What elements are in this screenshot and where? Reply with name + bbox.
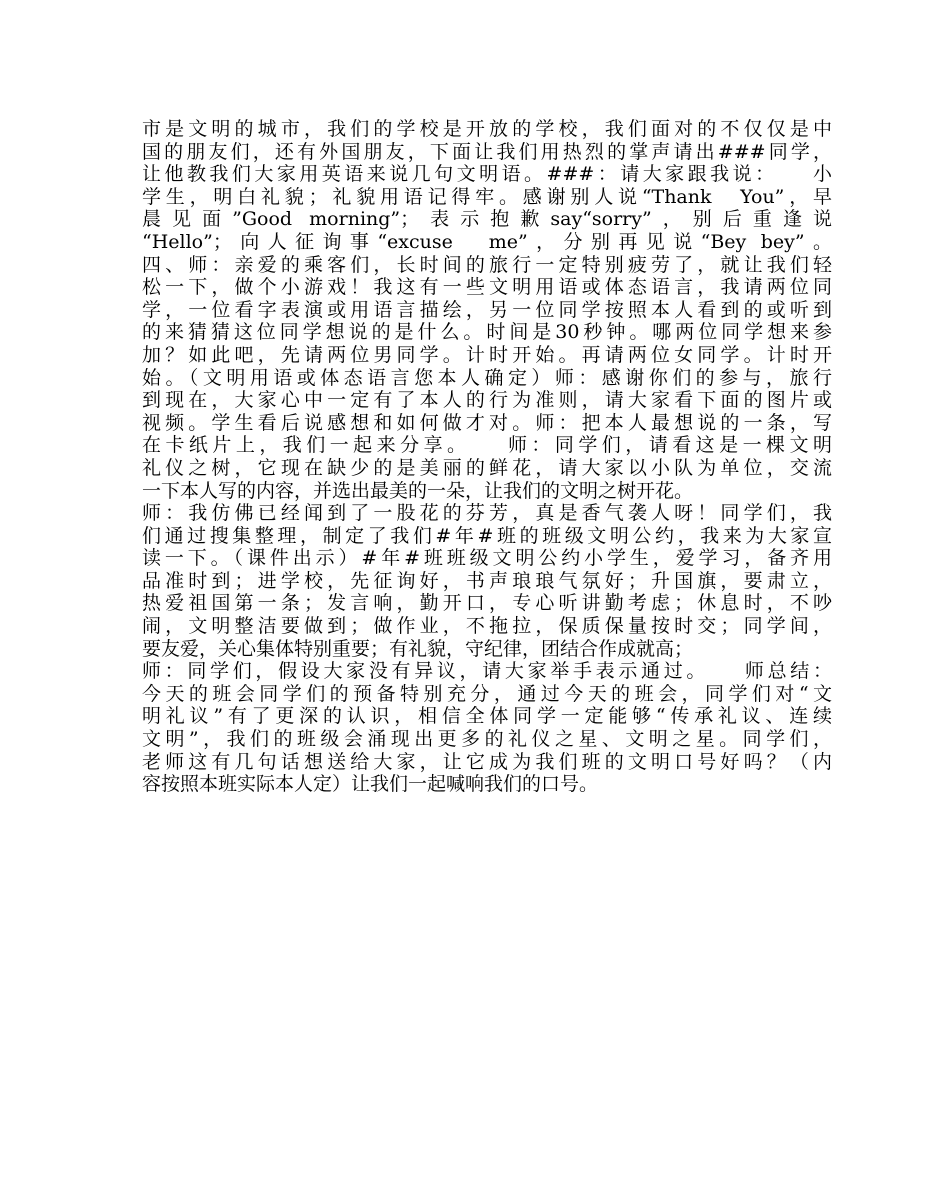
text-line: 让他教我们大家用英语来说几句文明语。###：请大家跟我说： 小 — [142, 163, 832, 186]
text-line: 市是文明的城市，我们的学校是开放的学校，我们面对的不仅仅是中 — [142, 118, 832, 140]
text-line: 四、师：亲爱的乘客们，长时间的旅行一定特别疲劳了，就让我们轻 — [142, 253, 832, 276]
text-line: 今天的班会同学们的预备特别充分，通过今天的班会，同学们对“文 — [142, 682, 832, 705]
text-line: 在卡纸片上，我们一起来分享。 师：同学们，请看这是一棵文明 — [142, 434, 832, 457]
text-line: 到现在，大家心中一定有了本人的行为准则，请大家看下面的图片或 — [142, 389, 832, 412]
text-line: 要友爱，关心集体特别重要；有礼貌，守纪律，团结合作成就高； — [142, 637, 694, 660]
text-line: 松一下，做个小游戏！我这有一些文明用语或体态语言，我请两位同 — [142, 276, 832, 299]
text-line: 一下本人写的内容，并选出最美的一朵，让我们的文明之树开花。 — [142, 479, 694, 502]
text-line: 明礼议”有了更深的认识，相信全体同学一定能够“传承礼议、连续 — [142, 705, 832, 728]
text-line: 读一下。（课件出示）#年#班班级文明公约小学生，爱学习，备齐用 — [142, 547, 832, 570]
text-line: 老师这有几句话想送给大家，让它成为我们班的文明口号好吗？（内 — [142, 750, 832, 773]
text-line: 晨见面”Good morning”；表示抱歉say“sorry”，别后重逢说 — [142, 208, 832, 231]
text-line: 热爱祖国第一条；发言响，勤开口，专心听讲勤考虑；休息时，不吵 — [142, 592, 832, 615]
text-line: 闹，文明整洁要做到；做作业，不拖拉，保质保量按时交；同学间， — [142, 615, 832, 638]
text-line: 师：我仿佛已经闻到了一股花的芬芳，真是香气袭人呀！同学们，我 — [142, 502, 832, 525]
text-line: 学生，明白礼貌；礼貌用语记得牢。感谢别人说“Thank You”，早 — [142, 185, 832, 208]
text-line: “Hello”；向人征询事“excuse me”，分别再见说“Bey bey”。 — [142, 230, 832, 253]
text-line: 始。（文明用语或体态语言您本人确定）师：感谢你们的参与，旅行 — [142, 366, 832, 389]
text-line: 学，一位看字表演或用语言描绘，另一位同学按照本人看到的或听到 — [142, 298, 832, 321]
text-line: 文明”，我们的班级会涌现出更多的礼仪之星、文明之星。同学们， — [142, 728, 832, 751]
document-body-text — [142, 118, 832, 796]
text-line: 品准时到；进学校，先征询好，书声琅琅气氛好；升国旗，要肃立， — [142, 569, 832, 592]
text-line: 国的朋友们，还有外国朋友，下面让我们用热烈的掌声请出###同学， — [142, 140, 832, 163]
text-line: 容按照本班实际本人定）让我们一起喊响我们的口号。 — [142, 773, 599, 796]
text-line: 加？如此吧，先请两位男同学。计时开始。再请两位女同学。计时开 — [142, 343, 832, 366]
text-line: 视频。学生看后说感想和如何做才对。师：把本人最想说的一条，写 — [142, 411, 832, 434]
text-line: 师：同学们，假设大家没有异议，请大家举手表示通过。 师总结： — [142, 660, 832, 683]
text-line: 的来猜猜这位同学想说的是什么。时间是30秒钟。哪两位同学想来参 — [142, 321, 832, 344]
text-line: 礼仪之树，它现在缺少的是美丽的鲜花，请大家以小队为单位，交流 — [142, 456, 832, 479]
text-line: 们通过搜集整理，制定了我们#年#班的班级文明公约，我来为大家宣 — [142, 524, 832, 547]
